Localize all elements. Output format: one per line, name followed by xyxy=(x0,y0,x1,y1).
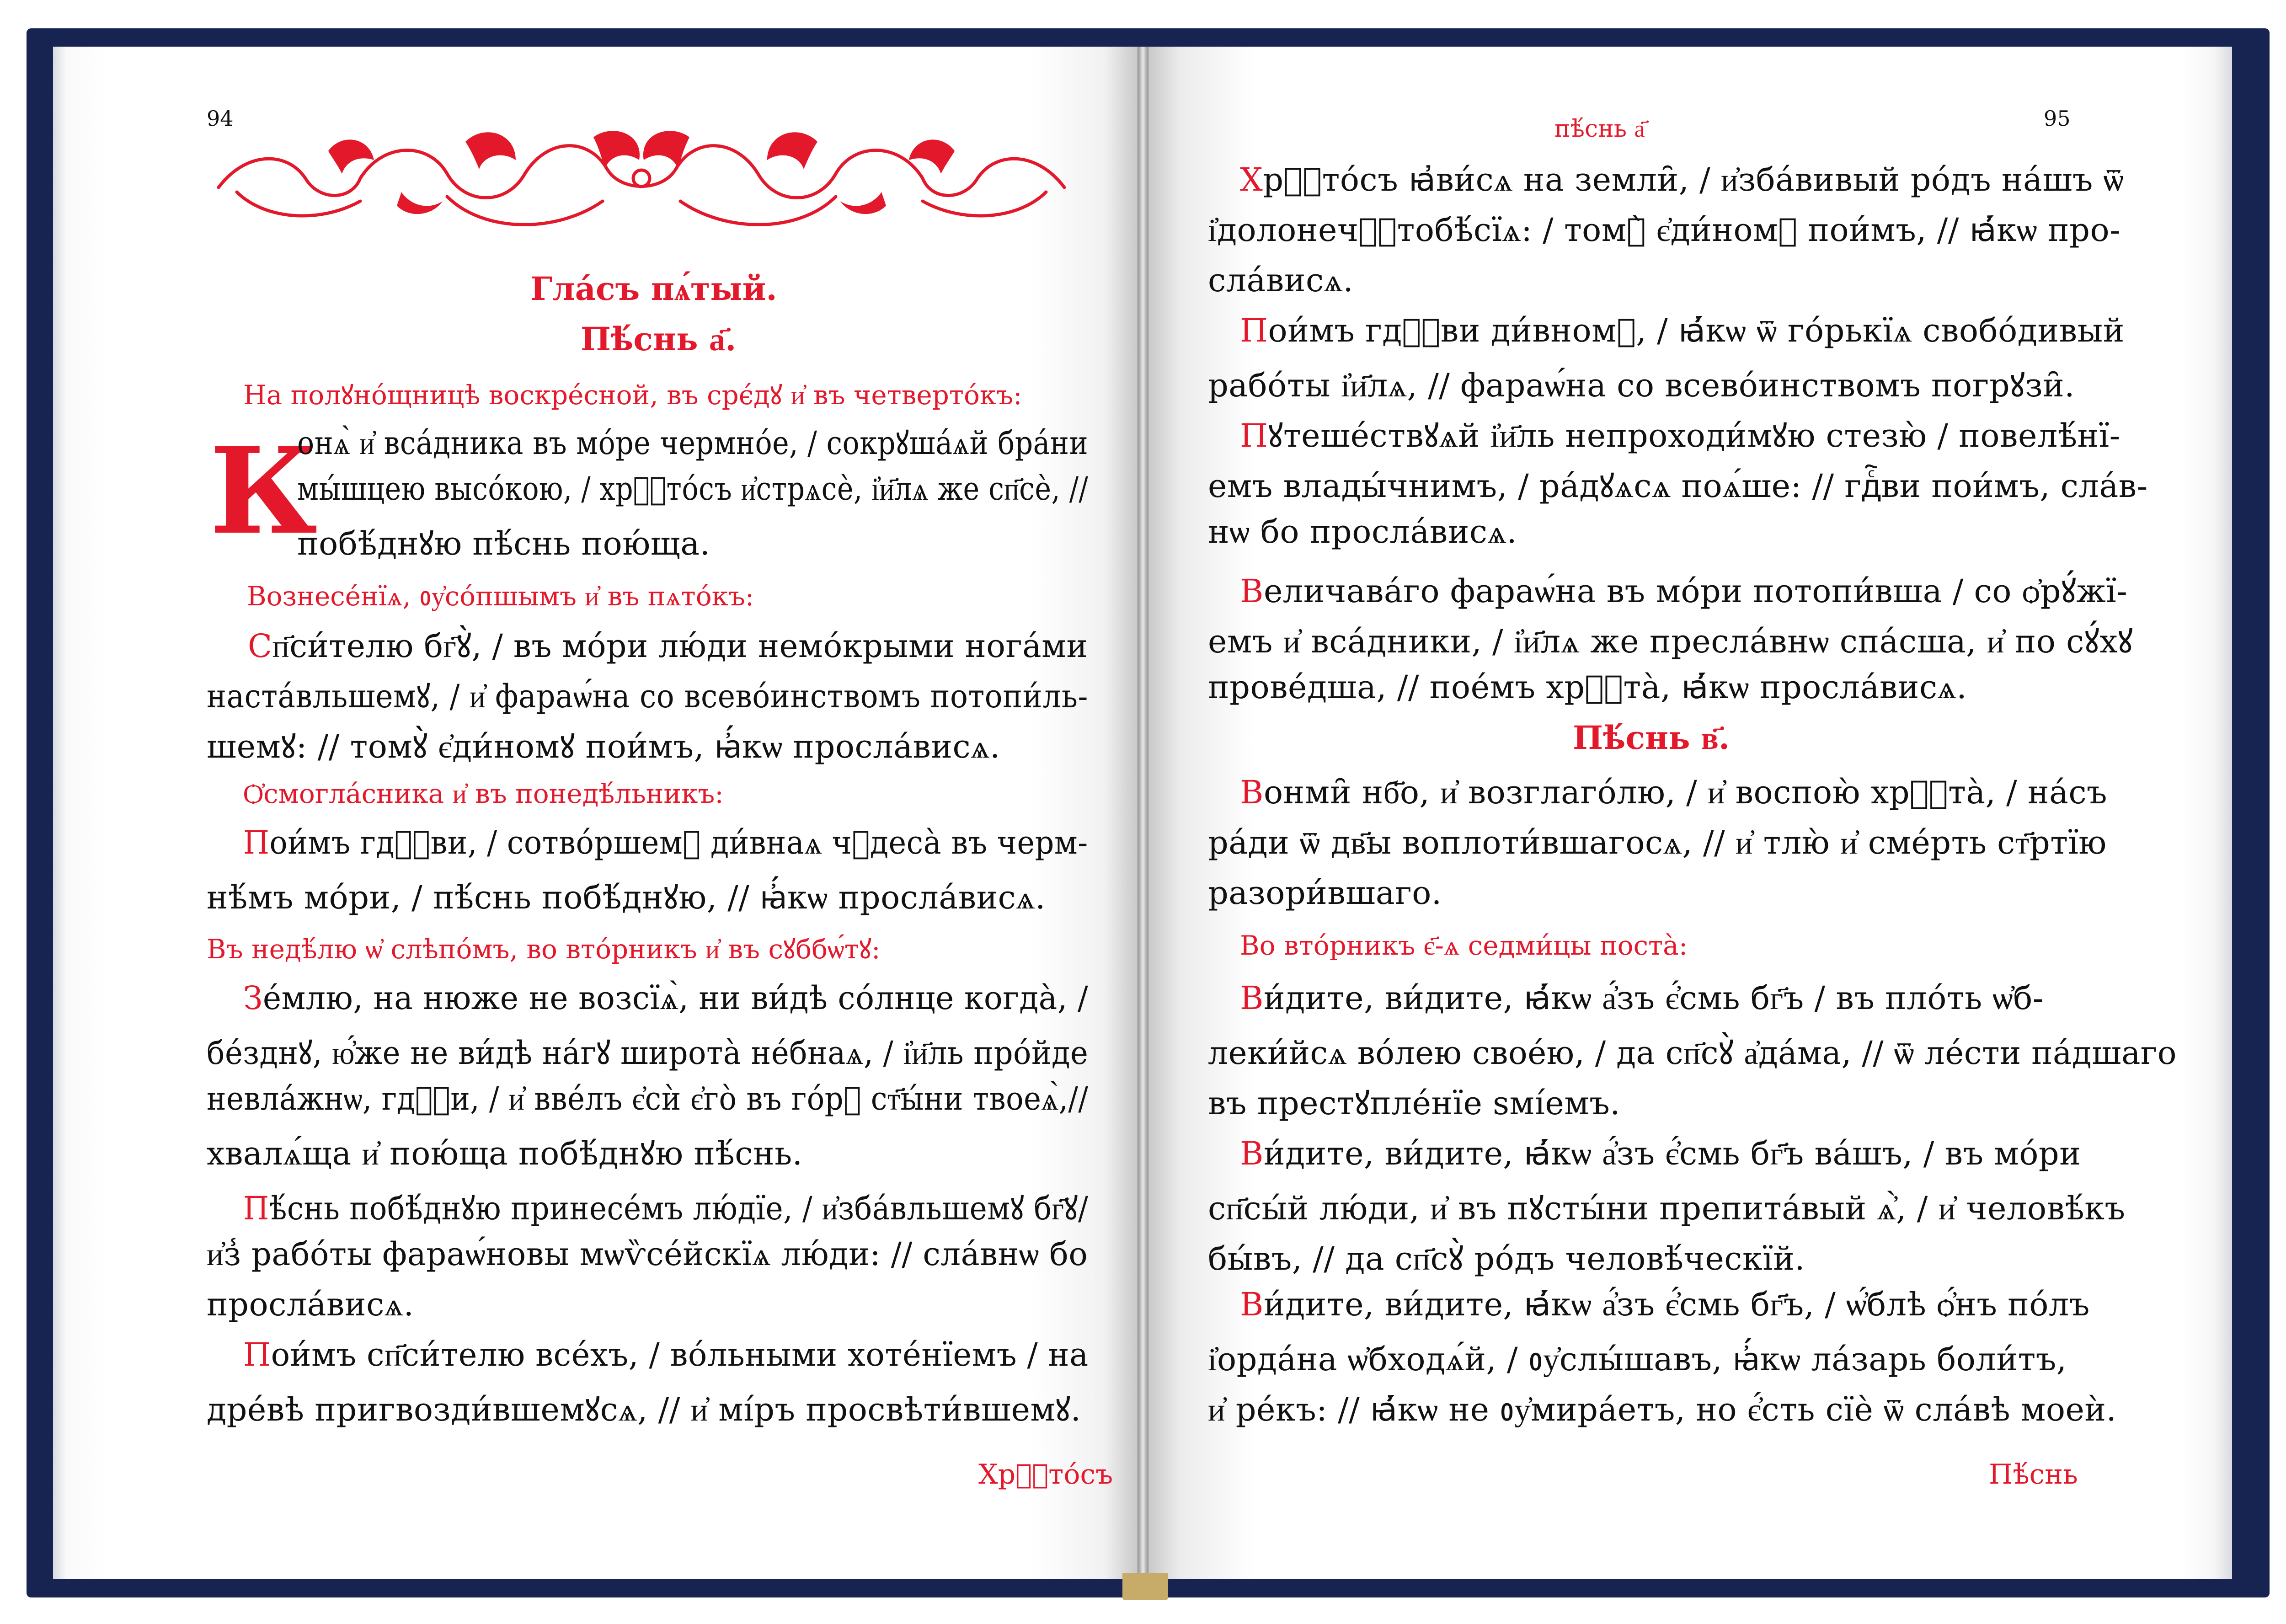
verse-line: леки́йсѧ во́лею свое́ю, / да сп҃сꙋ̀ а҆да́ма, // ѿ ле́сти па́дшаго xyxy=(1208,1034,2177,1072)
ode-title-2: Пѣ́снь в҃. xyxy=(1573,719,1730,757)
verse-line: мы́шцею высо́кою, / хрⷭ҇то́съ и҆стрѧсѐ, і҆и҃лѧ же сп҃сѐ, // xyxy=(297,470,1089,508)
verse-line: рабо́ты і҆и҃лѧ, // фараѡ́на со всево́инствомъ погрꙋзи̑. xyxy=(1208,367,2075,404)
vine-headpiece-ornament-icon xyxy=(209,123,1074,242)
verse-line: бы́въ, // да сп҃сꙋ̀ ро́дъ человѣ́ческїй. xyxy=(1208,1240,1805,1277)
verse-line: Пои́мъ сп҃си́телю все́хъ, / во́льными хоте́нїемъ / на xyxy=(243,1336,1089,1373)
rubric-ascension: Вознесе́нїѧ, ᲂу҆со́пшымъ и҆ въ пѧто́къ: xyxy=(247,581,754,612)
verse-line: Пои́мъ гдⷭ҇ви ди́вномꙋ, / ꙗ҆́кѡ ѿ го́рькїѧ свобо́дивый xyxy=(1240,312,2125,349)
verse-line: наста́вльшемꙋ, / и҆ фараѡ́на со всево́инствомъ потопи́ль- xyxy=(207,678,1088,715)
verse-line: побѣ́днꙋю пѣ́снь пою́ща. xyxy=(297,525,710,562)
verse-line: разори́вшаго. xyxy=(1208,874,1442,912)
left-page-number: 94 xyxy=(207,106,234,131)
verse-line: сла́висѧ. xyxy=(1208,262,1354,299)
verse-line: онѧ̀ и҆ вса́дника въ мо́ре чермно́е, / сокрꙋша́ѧй бра́ни xyxy=(297,424,1089,462)
running-head: пѣ́снь а҃ xyxy=(1554,115,1645,143)
verse-line: въ престꙋпле́нїе ѕмі́емъ. xyxy=(1208,1084,1621,1122)
right-page-number: 95 xyxy=(2044,106,2071,131)
verse-line: дре́вѣ пригвозди́вшемꙋсѧ, // и҆ мі́ръ просвѣти́вшемꙋ. xyxy=(207,1391,1081,1428)
verse-line: и҆з̾ рабо́ты фараѡ́новы мѡѷсе́йскїѧ лю́ди: // сла́внѡ бо xyxy=(207,1235,1088,1273)
verse-line: Пꙋтеше́ствꙋѧй і҆и҃ль непроходи́мꙋю стезю̀ / повелѣ́нї- xyxy=(1240,417,2120,454)
verse-line: нѣ́мъ мо́ри, / пѣ́снь побѣ́днꙋю, // ꙗ҆́кѡ просла́висѧ. xyxy=(207,879,1046,916)
verse-line: Пѣ́снь побѣ́днꙋю принесе́мъ лю́дїе, / и҆зба́вльшемꙋ бг҃ꙋ/ xyxy=(243,1190,1089,1227)
verse-line: і҆орда́на ѡ҆бходѧ́й, / ᲂу҆слы́шавъ, ꙗ҆́кѡ ла́зарь боли́тъ, xyxy=(1208,1341,2067,1378)
verse-line: нѡ бо просла́висѧ. xyxy=(1208,513,1517,550)
verse-line: бе́зднꙋ, ю҆́же не ви́дѣ на́гꙋ широта̀ не́бнаѧ, / і҆и҃ль про́йде xyxy=(207,1034,1089,1072)
verse-line: просла́висѧ. xyxy=(207,1286,414,1323)
verse-line: Пои́мъ гдⷭ҇ви, / сотво́ршемꙋ ди́внаѧ чꙋдеса̀ въ черм- xyxy=(243,824,1088,861)
verse-line: і҆долонечⷭ҇тобѣ́сїѧ: / томꙋ̀ є҆ди́номꙋ пои́мъ, // ꙗ҆́кѡ про- xyxy=(1208,211,2121,249)
rubric-octoechos: Ѻ҆смогла́сника и҆ въ понедѣ́льникъ: xyxy=(243,778,724,809)
verse-line: невла́жнѡ, гдⷭ҇и, / и҆ вве́лъ є҆сѝ є҆го̀ въ го́рꙋ ст҃ы́ни твоеѧ̀,// xyxy=(207,1080,1089,1117)
rubric-blind-man: Въ недѣ́лю ѡ҆ слѣпо́мъ, во вто́рникъ и҆ въ сꙋббѡ́тꙋ: xyxy=(207,934,881,965)
verse-line: сп҃сы́й лю́ди, и҆ въ пꙋсты́ни препита́вый ѧ҆̀, / и҆ человѣ́къ xyxy=(1208,1190,2126,1227)
bookmark-ribbon[interactable] xyxy=(1122,1573,1168,1600)
verse-line: ра́ди ѿ дв҃ы воплоти́вшагосѧ, // и҆ тлю̀ и҆ сме́рть ст҃ртїю xyxy=(1208,824,2107,861)
rubric-fifth-week: Во вто́рникъ є҃-ѧ седми́цы поста̀: xyxy=(1240,930,1688,961)
tone-title: Гла́съ пѧ́тый. xyxy=(530,270,777,308)
verse-line: Сп҃си́телю бг҃ꙋ̀, / въ мо́ри лю́ди немо́крыми нога́ми xyxy=(248,627,1088,665)
rubric-sunday-midnight: На полꙋно́щницѣ воскре́сной, въ срє́дꙋ и҆ въ четверто́къ: xyxy=(243,379,1022,411)
verse-line: Ви́дите, ви́дите, ꙗ҆́кѡ а҆́зъ є҆́смь бг҃ъ ва́шъ, / въ мо́ри xyxy=(1240,1135,2081,1172)
book-gutter xyxy=(1138,47,1148,1579)
verse-line: емъ и҆ вса́дники, / і҆и҃лѧ же пресла́внѡ спа́сша, и҆ по сꙋ́хꙋ xyxy=(1208,623,2133,660)
verse-line: Ви́дите, ви́дите, ꙗ҆́кѡ а҆́зъ є҆́смь бг҃ъ / въ пло́ть ѡ҆б- xyxy=(1240,979,2044,1017)
catchword-right: Пѣ́снь xyxy=(1989,1458,2078,1490)
verse-line: емъ влады́чнимъ, / ра́дꙋѧсѧ поѧ́ше: // гдⷭ҇ви пои́мъ, сла́в- xyxy=(1208,467,2148,505)
ode-title-1: Пѣ́снь а҃. xyxy=(581,320,737,358)
verse-line: и҆ ре́къ: // ꙗ҆́кѡ не ᲂу҆мира́етъ, но є҆́сть сїѐ ѿ сла́вѣ моеѝ. xyxy=(1208,1391,2117,1428)
verse-line: Величава́го фараѡ́на въ мо́ри потопи́вша / со ѻ҆рꙋ́жї- xyxy=(1240,572,2128,610)
verse-line: Ви́дите, ви́дите, ꙗ҆́кѡ а҆́зъ є҆́смь бг҃ъ, / ѡ҆́блѣ ѻ҆́нъ по́лъ xyxy=(1240,1286,2090,1323)
drop-cap-initial: К xyxy=(209,422,318,561)
verse-line: Вонми̑ нб҃о, и҆ возглаго́лю, / и҆ воспою̀ хрⷭ҇та̀, / на́съ xyxy=(1240,774,2108,811)
verse-line: прове́дша, // пое́мъ хрⷭ҇та̀, ꙗ҆́кѡ просла́висѧ. xyxy=(1208,668,1967,706)
catchword-left: Хрⷭ҇то́съ xyxy=(978,1458,1113,1490)
verse-line: Зе́млю, на нюже не возсїѧ̀, ни ви́дѣ со́лнце когда̀, / xyxy=(243,979,1089,1017)
verse-line: Хрⷭ҇то́съ ꙗ҆ви́сѧ на земли̑, / и҆зба́вивый ро́дъ на́шъ ѿ xyxy=(1240,161,2124,198)
verse-line: хвалѧ́ща и҆ пою́ща побѣ́днꙋю пѣ́снь. xyxy=(207,1135,803,1172)
verse-line: шемꙋ: // томꙋ̀ є҆ди́номꙋ пои́мъ, ꙗ҆́кѡ просла́висѧ. xyxy=(207,728,1000,765)
